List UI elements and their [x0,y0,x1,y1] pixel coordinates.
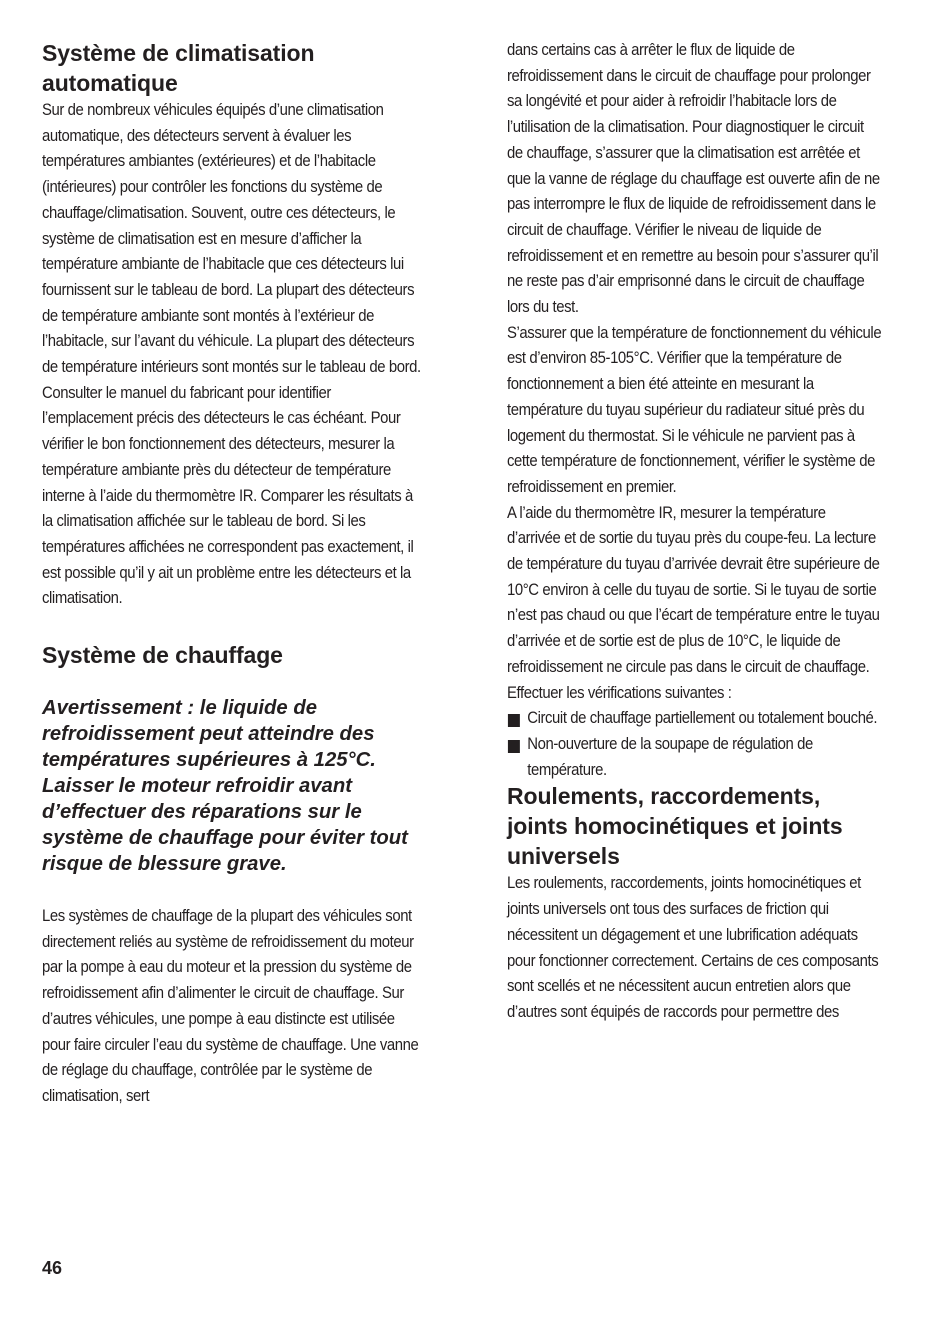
right-column [507,38,882,1026]
square-bullet-icon [508,740,520,753]
checks-list [507,706,882,783]
right-body-block [507,38,882,783]
list-item-text: Non-ouverture de la soupape de régulation de température. [527,734,813,779]
paragraph-bearings-joints: Les roulements, raccordements, joints homocinétiques et joints universels ont tous des surfaces de friction qui nécessitent un dégagement et une lubrification adéquats pour fonctionner correctement. Certains de ces composants sont scellés et ne nécessitent aucun entretien alors que d’autres sont équipés de raccords pour permettre des [507,874,879,1021]
square-bullet-icon [508,714,520,727]
paragraph-operating-temperature: S’assurer que la température de fonctionnement du véhicule est d’environ 85-105°C. Vérifier que la température de fonctionnement a bien été atteinte en mesurant la température du tuyau supérieur du radiateur situé près du logement du thermostat. Si le véhicule ne parvient pas à cette température de fonctionnement, vérifier le système de refroidissement en premier. [507,323,882,496]
heading-automatic-ac: Système de climatisation automatique [42,40,315,96]
list-item [507,706,882,732]
page-number: 46 [42,1258,63,1278]
heading-heating-system: Système de chauffage [42,642,283,669]
paragraph-automatic-ac: Sur de nombreux véhicules équipés d’une climatisation automatique, des détecteurs servent à évaluer les températures ambiantes (extérieures) et de l’habitacle (intérieures) pour contrôler les fonctions du système de chauffage/climatisation. Souvent, outre ces détecteurs, le système de climatisation est en mesure d’afficher la température ambiante de l’habitacle que ces détecteurs lui fournissent sur le tableau de bord. La plupart des détecteurs de température ambiante sont montés à l’extérieur de l’habitacle, sur l’avant du véhicule. La plupart des détecteurs de température intérieurs sont montés sur le tableau de bord. Consulter le manuel du fabricant pour identifier l’emplacement précis des détecteurs le cas échéant. Pour vérifier le bon fonctionnement des détecteurs, mesurer la température ambiante près du détecteur de température interne à l’aide du thermomètre IR. Comparer les résultats à la climatisation affichée sur le tableau de bord. Si les températures affichées ne correspondent pas exactement, il est possible qu’il y ait un problème entre les détecteurs et la climatisation. [42,101,421,608]
paragraph-ir-measurement: A l’aide du thermomètre IR, mesurer la température d’arrivée et de sortie du tuyau près du coupe-feu. La lecture de température du tuyau d’arrivée devrait être supérieure de 10°C environ à celle du tuyau de sortie. Si le tuyau de sortie n’est pas chaud ou que l’écart de température entre le tuyau d’arrivée et de sortie est de plus de 10°C, le liquide de refroidissement ne circule pas dans le circuit de chauffage. Effectuer les vérifications suivantes : [507,503,880,702]
paragraph-heating-system: Les systèmes de chauffage de la plupart des véhicules sont directement reliés au système de refroidissement du moteur par la pompe à eau du moteur et la pression du système de refroidissement afin d’alimenter le circuit de chauffage. Sur d’autres véhicules, une pompe à eau distincte est utilisée pour faire circuler l’eau du système de chauffage. Une vanne de réglage du chauffage, contrôlée par le système de climatisation, sert [42,907,419,1105]
list-item [507,732,882,783]
paragraph-heating-continued: dans certains cas à arrêter le flux de liquide de refroidissement dans le circuit de chauffage pour prolonger sa longévité et pour aider à refroidir l’habitacle lors de l’utilisation de la climatisation. Pour diagnostiquer le circuit de chauffage, s’assurer que la climatisation est arrêtée et que la vanne de réglage du chauffage est ouverte afin de ne pas interrompre le flux de liquide de refroidissement dans le circuit de chauffage. Vérifier le niveau de liquide de refroidissement et en remettre au besoin pour s’assurer qu’il ne reste pas d’air emprisonné dans le circuit de chauffage lors du test. [507,41,880,317]
list-item-text: Circuit de chauffage partiellement ou totalement bouché. [527,709,878,728]
heading-bearings-joints: Roulements, raccordements, joints homocinétiques et joints universels [507,783,843,870]
left-column [42,38,422,1110]
warning-text: Avertissement : le liquide de refroidissement peut atteindre des températures supérieures à 125°C. Laisser le moteur refroidir avant d’effectuer des réparations sur le système de chauffage pour éviter tout risque de blessure grave. [42,697,408,876]
